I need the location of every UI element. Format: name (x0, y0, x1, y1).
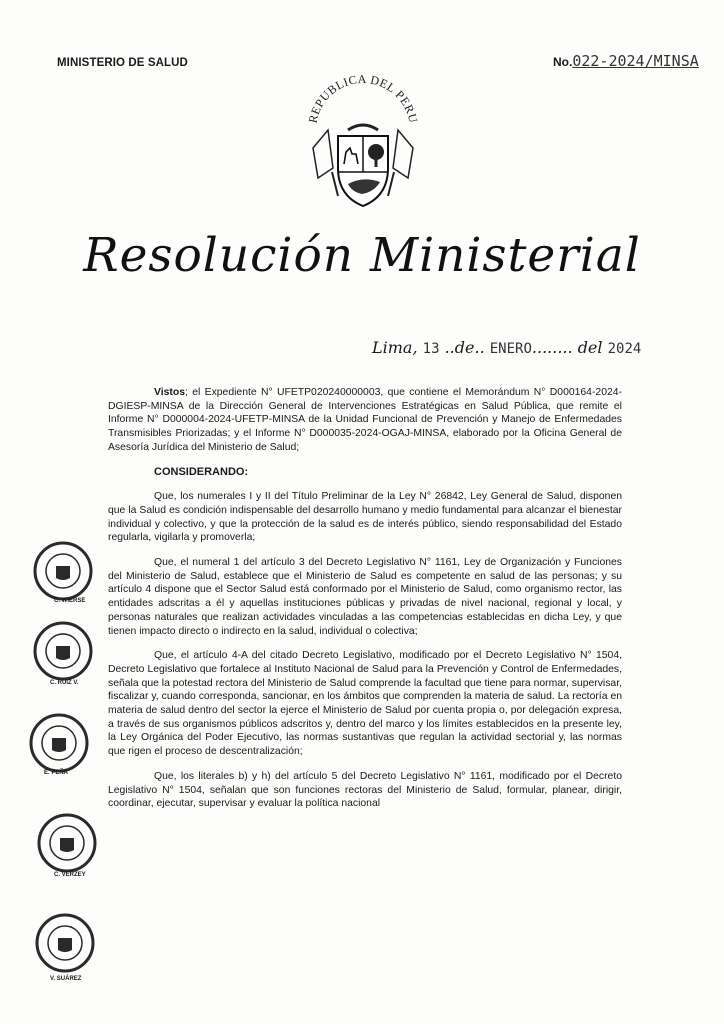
visa-seal-stamp (36, 812, 98, 874)
date-de: de (454, 338, 475, 357)
considerando-heading: CONSIDERANDO: (154, 465, 249, 478)
svg-text:REPUBLICA DEL PERU (306, 72, 421, 124)
resolution-number-handwritten: 022-2024/MINSA (572, 52, 699, 70)
date-year: 2024 (607, 341, 642, 357)
seal-signature-2: C. RUIZ V. (50, 680, 79, 686)
date-month: ENERO (489, 341, 532, 357)
resolution-number (553, 52, 699, 70)
document-body (108, 386, 622, 822)
visa-seal-stamp (34, 912, 96, 974)
seal-signature-4: C. VERZEY (54, 872, 86, 878)
visa-seal-stamp (32, 620, 94, 682)
considerando-paragraph-1: Que, los numerales I y II del Título Preliminar de la Ley N° 26842, Ley General de Salud, disponen que la Salud es condición indispensable del desarrollo humano y medio fundamental para alcanzar el bienestar individual y colectivo, y que la protección de la salud es de interés público, siendo responsabilidad del Estado regularla, vigilarla y promoverla; (108, 491, 622, 544)
resolution-number-prefix: No. (553, 55, 573, 69)
seal-signature-3: E. PEÑA (44, 770, 69, 776)
document-title: Resolución Ministerial (83, 228, 641, 283)
date-del: del (577, 338, 603, 357)
considerando-paragraph-2: Que, el numeral 1 del artículo 3 del Decreto Legislativo N° 1161, Ley de Organización y Funciones del Ministerio de Salud, establece que el Ministerio de Salud es competente en salud de las personas; y su artículo 4 dispone que el Sector Salud está conformado por el Ministerio de Salud, como organismo rector, las entidades adscritas a él y aquellas instituciones públicas y privadas de nivel nacional, regional y local, y personas naturales que realizan actividades vinculadas a las competencias establecidas en dicha Ley, y que tienen impacto directo o indirecto en la salud, individual o colectiva; (108, 557, 622, 637)
seal-signature-5: V. SUÁREZ (50, 976, 82, 982)
vistos-text: ; el Expediente N° UFETP020240000003, que contiene el Memorándum N° D000164-2024-DGIESP-MINSA de la Dirección General de Intervenciones Estratégicas en Salud Pública, que remite el Informe N° D000004-2024-UFETP-MINSA de la Unidad Funcional de Prevención y Manejo de Enfermedades Transmisibles Priorizadas; y el Informe N° D000035-2024-OGAJ-MINSA, elaborado por la Oficina General de Asesoría Jurídica del Ministerio de Salud; (108, 387, 622, 453)
vistos-paragraph (108, 386, 622, 455)
seal-signature-1: C. WIERSE (54, 598, 86, 604)
considerando-paragraph-4: Que, los literales b) y h) del artículo 5 del Decreto Legislativo N° 1161, modificado por el Decreto Legislativo N° 1504, señalan que son funciones rectoras del Ministerio de Salud, formular, planear, dirigir, coordinar, ejecutar, supervisar y evaluar la política nacional (108, 770, 622, 810)
vistos-label: Vistos (154, 387, 185, 398)
ministry-header: MINISTERIO DE SALUD (57, 57, 188, 69)
visa-seal-stamp (28, 712, 90, 774)
coat-of-arms-icon (288, 68, 438, 218)
considerando-paragraph-3: Que, el artículo 4-A del citado Decreto Legislativo, modificado por el Decreto Legislativo N° 1504, Decreto Legislativo que fortalece al Instituto Nacional de Salud para la Prevención y Control de Enfermedades, señala que la potestad rectora del Ministerio de Salud comprende la facultad que tiene para normar, supervisar, fiscalizar y, cuando corresponda, sancionar, en los ámbitos que comprenden la materia de salud. La rectoría en materia de salud dentro del sector la ejerce el Ministerio de Salud por cuenta propia o, por delegación expresa, a través de sus organismos públicos adscritos y, dentro del marco y los límites establecidos en la presente ley, la Ley Orgánica del Poder Ejecutivo, las normas sustantivas que regulan la actividad sectorial y, las normas que rigen el proceso de descentralización; (108, 650, 622, 758)
visa-seal-stamp (32, 540, 94, 602)
date-city: Lima, (372, 338, 418, 357)
date-line: Lima, 13 ..de.. ENERO........ del 2024 (372, 338, 642, 357)
crest-caption: REPUBLICA DEL PERU (305, 71, 421, 125)
date-day: 13 (422, 341, 440, 357)
